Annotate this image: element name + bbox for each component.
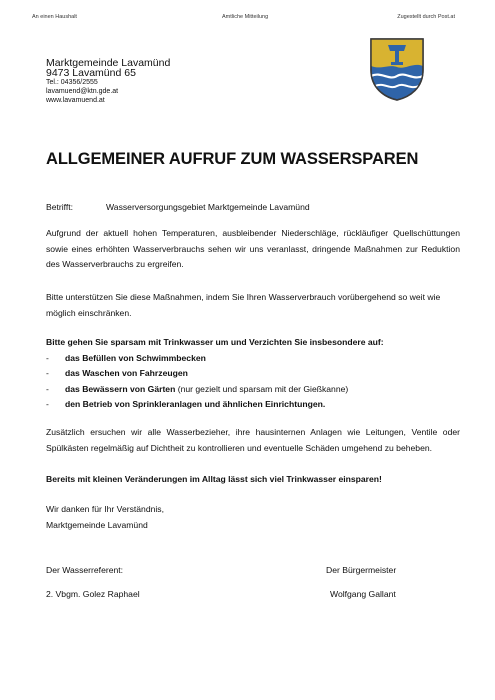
sender-web: www.lavamuend.at [46, 97, 105, 104]
signature-left-role: Der Wasserreferent: [46, 565, 124, 575]
list-item: - das Bewässern von Gärten (nur gezielt und sparsam mit der Gießkanne) [46, 383, 349, 394]
paragraph-request: Bitte unterstützen Sie diese Maßnahmen, indem Sie Ihren Wasserverbrauch vorübergehend so weit wie möglich einschränken. [46, 292, 441, 318]
page-title: ALLGEMEINER AUFRUF ZUM WASSERSPAREN [46, 150, 419, 168]
subject-line [46, 200, 460, 216]
signature-right-role: Der Bürgermeister [326, 565, 397, 575]
subject-label: Betrifft: [46, 202, 74, 212]
list-item: - das Befüllen von Schwimmbecken [46, 352, 206, 363]
sender-name: Marktgemeinde Lavamünd [46, 57, 171, 69]
paragraph-inspection: Zusätzlich ersuchen wir alle Wasserbezieher, ihre hausinternen Anlagen wie Leitungen, Ventile oder Spülkästen regelmäßig auf Dichtheit zu kontrollieren und eventuelle Schäden umgehend zu beheben. [46, 427, 460, 453]
sender-address: 9473 Lavamünd 65 [46, 67, 136, 79]
coat-of-arms-icon [368, 36, 426, 102]
list-item: - den Betrieb von Sprinkleranlagen und ähnlichen Einrichtungen. [46, 399, 326, 410]
header-center-text: Amtliche Mitteilung [222, 14, 269, 20]
list-item: - das Waschen von Fahrzeugen [46, 368, 188, 379]
header-left-text: An einen Haushalt [32, 14, 77, 20]
sender-email: lavamuend@ktn.gde.at [46, 88, 119, 95]
signature-left-name: 2. Vbgm. Golez Raphael [46, 589, 140, 599]
paragraph-intro: Aufgrund der aktuell hohen Temperaturen, ausbleibender Niederschläge, rückläufiger Quellschüttungen sowie eines erhöhten Wasserverbrauchs sehen wir uns veranlasst, dringende Maßnahmen zur Reduktion des Wasserverbrauchs zu ergreifen. [46, 228, 460, 270]
appeal-list [46, 351, 460, 413]
closing-org: Marktgemeinde Lavamünd [46, 519, 148, 530]
subject-text: Wasserversorgungsgebiet Marktgemeinde Lavamünd [106, 202, 310, 212]
sender-block [46, 58, 170, 105]
appeal-intro: Bitte gehen Sie sparsam mit Trinkwasser um und Verzichten Sie insbesondere auf: [46, 337, 384, 347]
closing-thanks: Wir danken für Ihr Verständnis, [46, 504, 164, 514]
signature-right-name: Wolfgang Gallant [330, 589, 396, 599]
closing-block [46, 502, 460, 533]
highlight-text: Bereits mit kleinen Veränderungen im Alltag lässt sich viel Trinkwasser einsparen! [46, 474, 382, 484]
header-right-text: Zugestellt durch Post.at [397, 14, 455, 20]
sender-phone: Tel.: 04356/2555 [46, 79, 98, 86]
appeal-section [46, 335, 460, 413]
